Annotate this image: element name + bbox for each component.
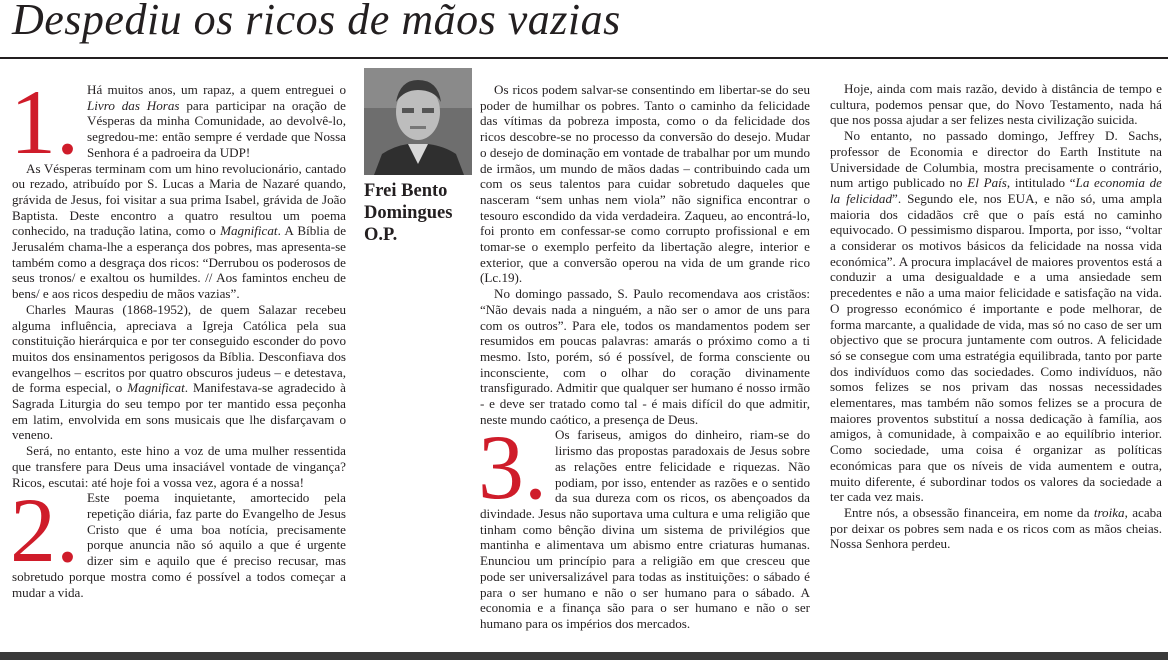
section-3-paragraph-2: Hoje, ainda com mais razão, devido à distância de tempo e cultura, podemos pensar que, do Novo Testamento, nada há que nos possa ajudar a ser felizes nesta civilização suicida. [830, 81, 1162, 128]
section-2-number: 2. [10, 479, 79, 582]
section-1-paragraph-4: Será, no entanto, este hino a voz de uma mulher ressentida que transfere para Deus uma insaciável vontade de vingança? Ricos, escutai: até hoje foi a vossa vez, agora é a nossa! [12, 443, 346, 490]
section-2-paragraph-3: No domingo passado, S. Paulo recomendava aos cristãos: “Não devais nada a ninguém, a não ser o amor de uns para com os outros”. Para ele, todos os mandamentos podem ser resumidos em poucas palavras: amarás o próximo como a ti mesmo. Isto, porém, só é possível, de forma consciente ou inconsciente, com o olhar do coração divinamente transfigurado. Admitir que qualquer ser humano é nosso irmão - e deve ser tratado como tal - é mais difícil do que admitir, neste mundo caótico, a presença de Deus. [480, 286, 810, 427]
column-1 [10, 71, 346, 600]
headline-rule [0, 57, 1168, 59]
author-photo [364, 68, 472, 175]
headline: Despediu os ricos de mãos vazias [12, 0, 621, 44]
author-name: Frei Bento Domingues O.P. [364, 181, 453, 245]
section-3-paragraph-4: Entre nós, a obsessão financeira, em nome da troika, acaba por deixar os pobres sem nada e os ricos com as mãos cheias. Nossa Senhora perdeu. [830, 504, 1162, 552]
section-1-paragraph-3: Charles Mauras (1868-1952), de quem Salazar recebeu alguma influência, apreciava a Igreja Católica pela sua constituição hierárquica e por ter conseguido esconder do povo muitos dos ensinamentos perigosos da Bíblia. Desconfiava dos evangelhos – escritos por quatro obscuros judeus – e detestava, de forma especial, o Magnificat. Manifestava-se agradecido à Sagrada Liturgia do seu tempo por ter mantido essa peçonha em latim, envolvida em sons musicais que lhe disfarçavam o veneno. [12, 301, 346, 443]
section-1-number: 1. [10, 71, 79, 173]
section-3-number: 3. [478, 416, 547, 519]
author-portrait-icon [364, 68, 472, 175]
column-2 [480, 82, 810, 632]
section-2-paragraph-1: 2. Este poema inquietante, amortecido pela repetição diária, faz parte do Evangelho de Jesus Cristo que é uma boa notícia, precisamente porque anuncia não só aquilo a que é urgente dizer sim e aquilo que é preciso recusar, mas sobretudo porque mostra como é possível a todos começar a mudar a vida. [10, 479, 346, 600]
section-3-paragraph-3: No entanto, no passado domingo, Jeffrey D. Sachs, professor de Economia e director do Earth Institute na Universidade de Columbia, mostra precisamente o contrário, num artigo publicado no El País, intitulado “La economia de la felicidad”. Segundo ele, nos EUA, e não só, uma ampla maioria dos cidadãos crê que o país está no caminho equivocado. O pessimismo disparou. Importa, por isso, “voltar a considerar os motivos básicos da felicidade na nossa vida económica”. A procura implacável de maiores proventos está a conduzir a uma desigualdade e a uma ansiedade sem precedentes e não a uma maior felicidade e satisfação na vida. O progresso económico é importante e pode melhorar, de forma marcante, a qualidade de vida, mas só no caso de ser um objectivo que se procura juntamente com outros. A felicidade só se consegue com uma estratégia equilibrada, tanto por parte dos indivíduos como das sociedades. Como indivíduos, não somos felizes se nos privam das nossas necessidades elementares, mas também não somos felizes se a procura de maiores proventos substituí a nossa dedicação à família, aos amigos, à comunidade, à compaixão e ao equilíbrio interior. Como sociedade, uma coisa é organizar as políticas económicas para que os níveis de vida aumentem e outra, muito diferente, é subordinar todos os valores da sociedade a ter cada vez mais. [830, 128, 1163, 505]
section-1-paragraph-2: As Vésperas terminam com um hino revolucionário, cantado ou rezado, atribuído por S. Lucas a Maria de Nazaré quando, grávida de Jesus, foi visitar a sua prima Isabel, grávida de João Baptista. Deste encontro a quatro resultou um poema conhecido, na tradução latina, como o Magnificat. A Bíblia de Jerusalém chama-lhe a esperança dos pobres, mas apresenta-se também como a desgraça dos ricos: “Derrubou os poderosos de seus tronos/ e exaltou os humildes. // Aos famintos encheu de bens/ e aos ricos despediu de mãos vazias”. [12, 160, 346, 302]
section-2-paragraph-2: Os ricos podem salvar-se consentindo em libertar-se do seu poder de humilhar os pobres. Tanto o caminho da felicidade das vítimas da pobreza imposta, como o da felicidade dos ricos descobre-se no processo da conversão do desejo. Mudar o desejo de dominação em vontade de trabalhar por um mundo de irmãos, um mundo de mãos dadas – contribuindo cada um com os seus talentos para cuidar sobretudo daqueles que nasceram “sem unhas nem viola” não significa encontrar o tesouro escondido da vida verdadeira. Zaqueu, ao encontrá-lo, foi pronto em confessar-se como corrupto profissional e em tomar-se o exemplo perfeito da libertação alegre, interior e exterior, que a conversão operou na vida de um grande rico (Lc.19). [480, 82, 810, 286]
bottom-bar [0, 652, 1168, 660]
column-3 [830, 81, 1162, 552]
section-3-paragraph-1: 3. Os fariseus, amigos do dinheiro, riam-se do lirismo das propostas paradoxais de Jesus sobre as relações entre felicidade e riquezas. Não podiam, por isso, entender as razões e o sentido da sua dureza com os ricos, os abençoados da divindade. Jesus não suportava uma cultura e uma religião que tinham como bênção divina um sistema de privilégios que mantinha e alimentava um abismo entre criaturas humanas. Enunciou um princípio para a religião em que cresceu que pode ser universalizável para todas as instituições: o sábado é para o ser humano e não o ser humano para o sábado. A economia e a finança são para o ser humano e não o ser humano para os impérios dos mercados. [478, 416, 810, 631]
section-1-paragraph-1: 1. Há muitos anos, um rapaz, a quem entreguei o Livro das Horas para participar na oração de Vésperas da minha Comunidade, ao devolvê-lo, segredou-me: então sempre é verdade que Nossa Senhora é a padroeira da UDP! [10, 71, 346, 173]
